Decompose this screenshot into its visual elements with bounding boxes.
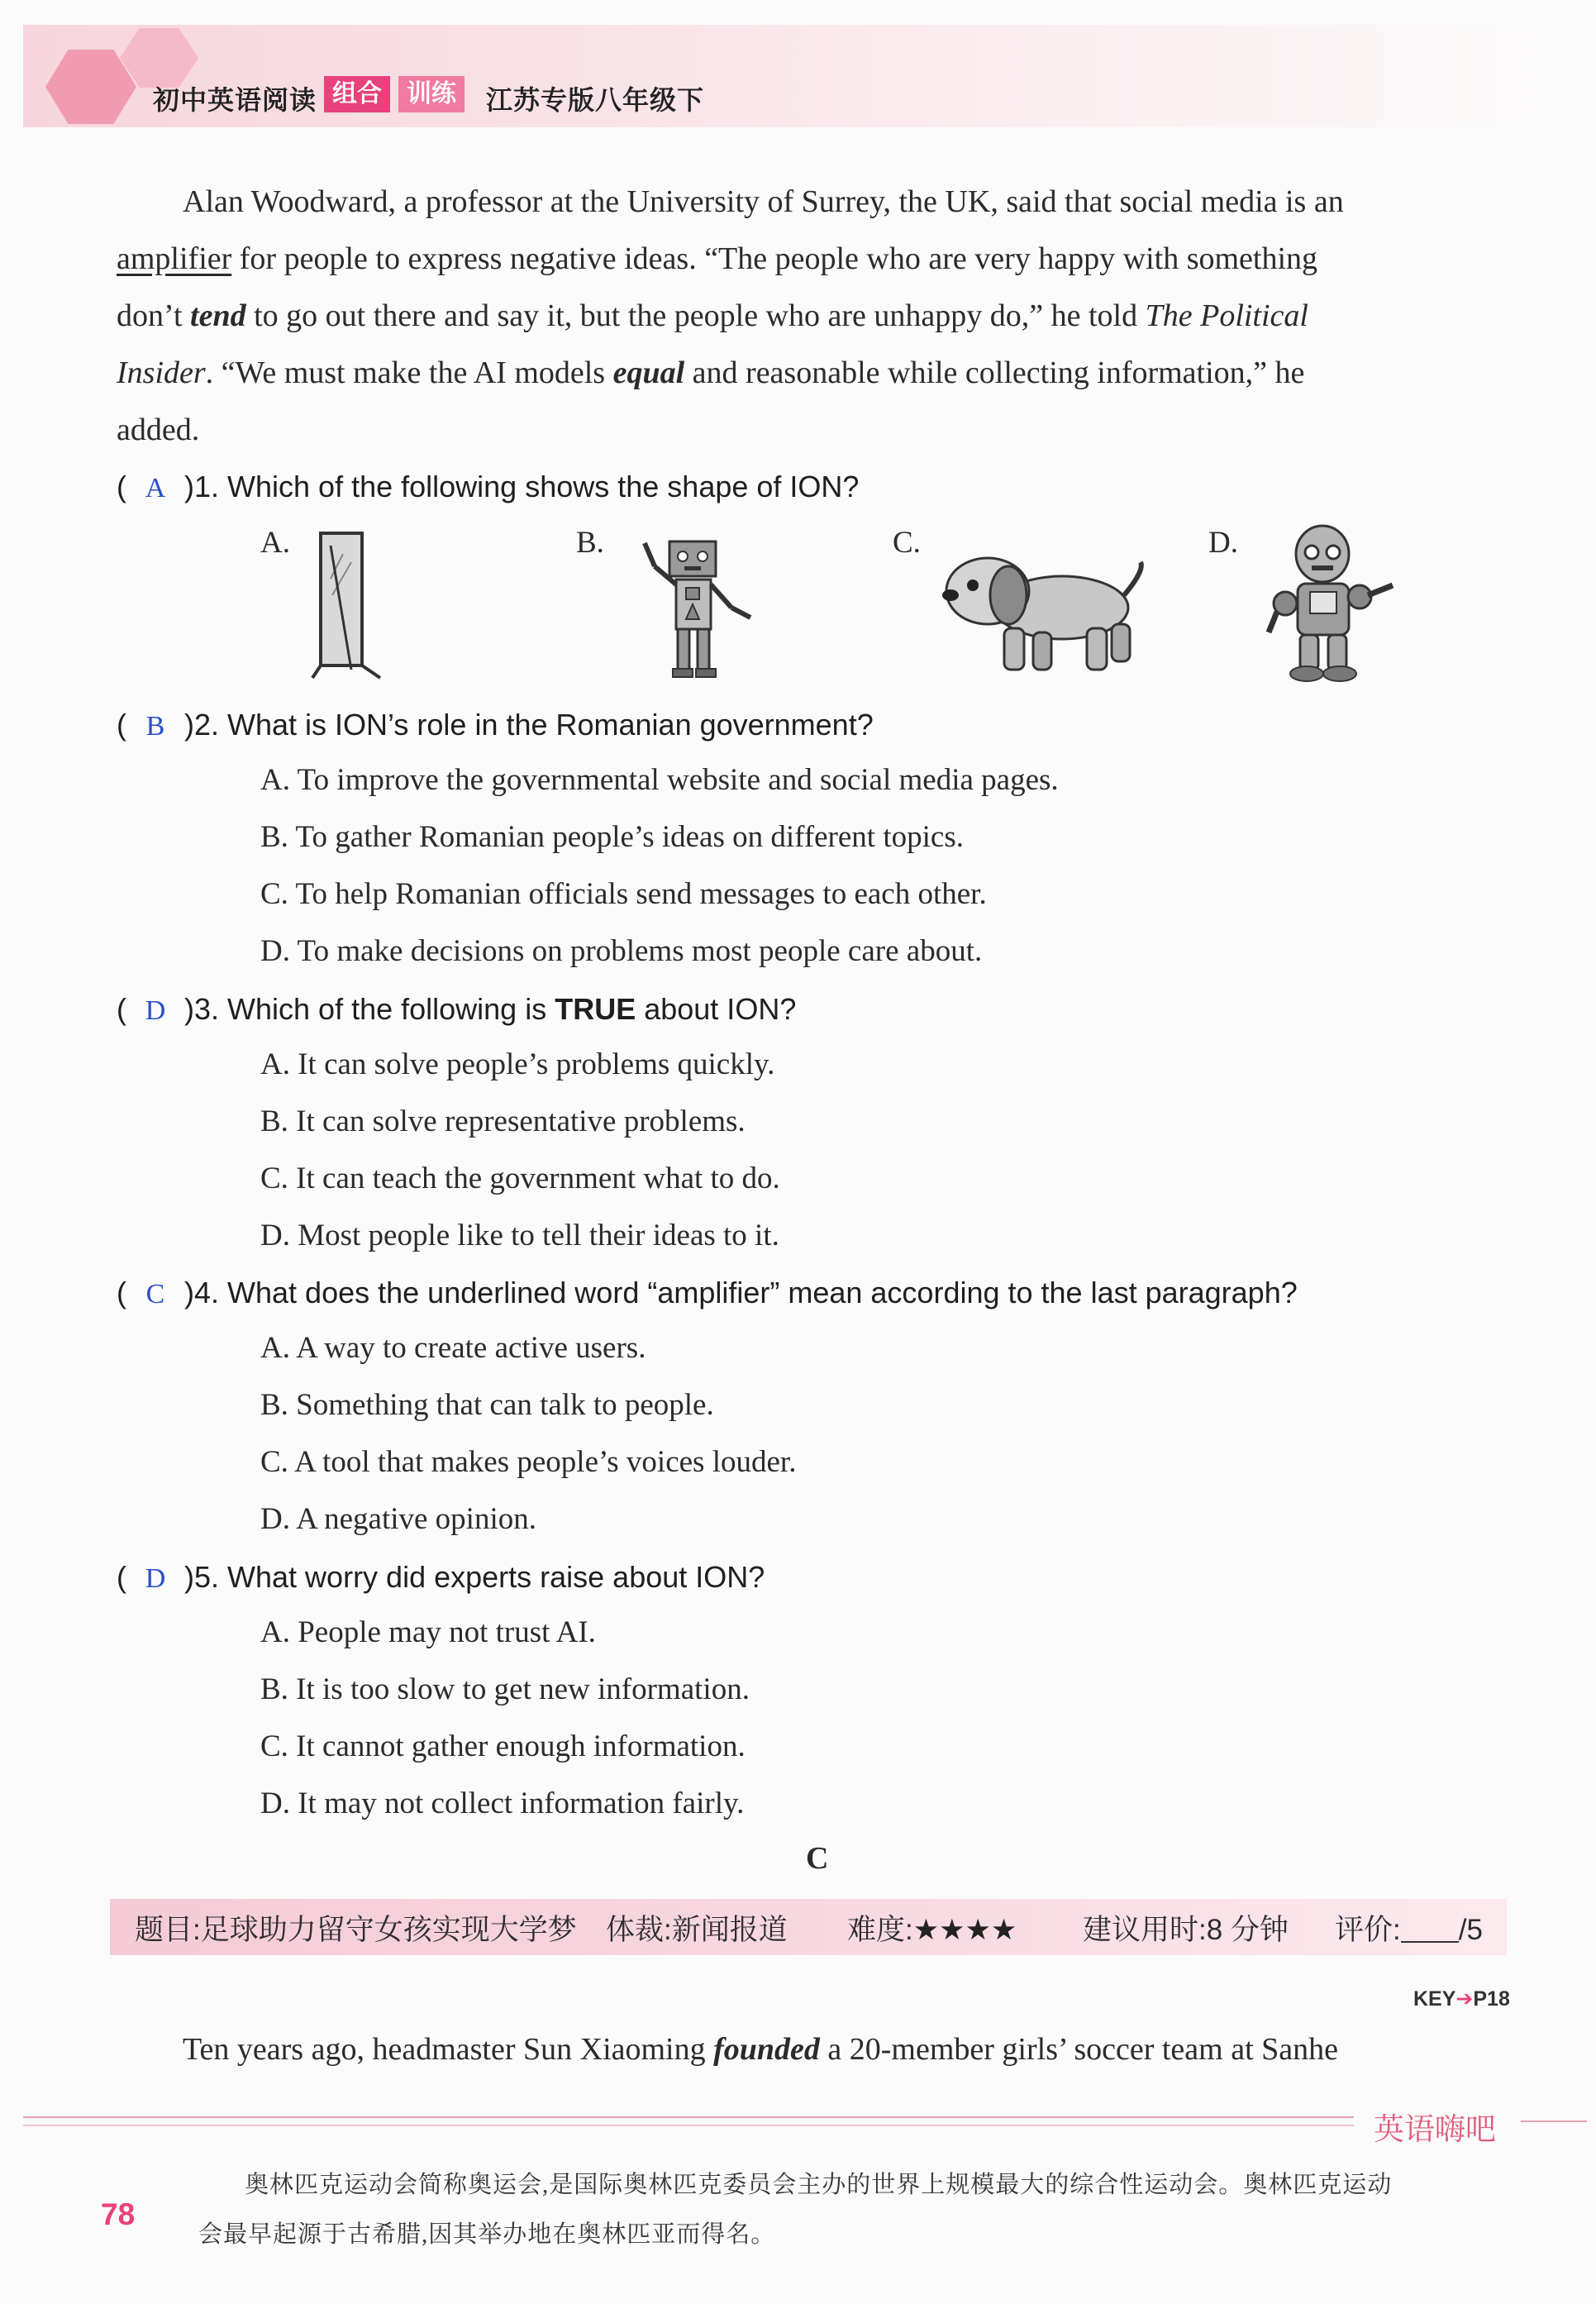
q4-option-c: C. A tool that makes people’s voices louder. <box>260 1445 797 1479</box>
passage-line: Alan Woodward, a professor at the University of Surrey, the UK, said that social media is an <box>183 184 1344 219</box>
footer-note-line: 会最早起源于古希腊,因其举办地在奥林匹亚而得名。 <box>198 2221 776 2248</box>
question-number: )5. <box>184 1560 220 1594</box>
arrow-icon: ➔ <box>1455 1987 1474 2011</box>
book-title: 初中英语阅读 <box>153 85 317 115</box>
source-name: The Political <box>1145 298 1308 333</box>
footer-note-line: 奥林匹克运动会简称奥运会,是国际奥林匹克委员会主办的世界上规模最大的综合性运动会。奥林匹克运动 <box>245 2172 1393 2198</box>
question-stem: Which of the following is <box>227 992 555 1026</box>
question-stem: about ION? <box>636 992 797 1026</box>
passage-text: to go out there and say it, but the people who are unhappy do,” he told <box>245 298 1146 333</box>
answer-4: C <box>145 1279 165 1309</box>
q5-option-b: B. It is too slow to get new information. <box>260 1672 750 1706</box>
question-stem: Which of the following shows the shape of ION? <box>227 470 860 503</box>
tag-xunlian: 训练 <box>398 76 465 112</box>
passage-line: added. <box>117 413 200 447</box>
question-5 <box>117 1560 765 1595</box>
source-name: Insider <box>117 355 206 390</box>
passage-text: a 20-member girls’ soccer team at Sanhe <box>819 2032 1338 2067</box>
question-number: )1. <box>184 470 220 503</box>
passage-text: . “We must make the AI models <box>205 355 613 390</box>
section-c-passage <box>117 2021 1526 2078</box>
option-label-c: C. <box>893 526 921 560</box>
answer-3: D <box>145 995 166 1026</box>
key-label: KEY <box>1413 1987 1456 2011</box>
boxy-robot-icon <box>620 533 769 686</box>
option-label-d: D. <box>1208 526 1238 560</box>
passage-text: and reasonable while collecting information,” he <box>684 355 1305 390</box>
question-stem: What is ION’s role in the Romanian government? <box>227 708 874 742</box>
passage-line <box>117 288 1526 345</box>
robot-dog-icon <box>938 546 1153 682</box>
difficulty-label: 难度: <box>847 1914 913 1946</box>
info-time: 建议用时:8 分钟 <box>1083 1914 1289 1946</box>
paren-open: ( <box>117 708 126 742</box>
info-topic: 题目:足球助力留守女孩实现大学梦 <box>135 1914 577 1946</box>
rating-blank[interactable] <box>1401 1918 1459 1943</box>
footer-line <box>23 2125 1354 2126</box>
footer-line <box>1521 2120 1587 2122</box>
q3-option-b: B. It can solve representative problems. <box>260 1104 746 1138</box>
q4-option-a: A. A way to create active users. <box>260 1331 646 1365</box>
section-letter: C <box>806 1841 829 1876</box>
paren-open: ( <box>117 992 126 1026</box>
paren-open: ( <box>117 470 126 503</box>
question-number: )3. <box>184 992 220 1026</box>
passage-line <box>117 2021 1526 2078</box>
option-label-b: B. <box>576 526 604 560</box>
q4-option-d: D. A negative opinion. <box>260 1502 536 1536</box>
info-genre: 体裁:新闻报道 <box>606 1914 788 1946</box>
passage <box>117 174 1526 459</box>
underlined-word-amplifier: amplifier <box>117 241 232 276</box>
q2-option-b: B. To gather Romanian people’s ideas on different topics. <box>260 820 964 854</box>
question-number: )4. <box>184 1276 220 1309</box>
edition-label: 江苏专版八年级下 <box>486 85 705 115</box>
answer-1: A <box>145 473 166 503</box>
q2-option-c: C. To help Romanian officials send messages to each other. <box>260 877 987 911</box>
question-stem: What does the underlined word “amplifier” mean according to the last paragraph? <box>227 1276 1298 1309</box>
q5-option-c: C. It cannot gather enough information. <box>260 1729 746 1763</box>
q3-option-d: D. Most people like to tell their ideas to it. <box>260 1219 779 1252</box>
q5-option-a: A. People may not trust AI. <box>260 1615 596 1649</box>
paren-open: ( <box>117 1560 126 1594</box>
q4-option-b: B. Something that can talk to people. <box>260 1388 714 1422</box>
q3-option-a: A. It can solve people’s problems quickly. <box>260 1047 775 1081</box>
question-stem: What worry did experts raise about ION? <box>227 1560 765 1594</box>
paren-open: ( <box>117 1276 126 1309</box>
question-3 <box>117 992 796 1027</box>
mirror-icon <box>306 529 397 682</box>
passage-text: for people to express negative ideas. “The people who are very happy with something <box>231 241 1318 276</box>
question-2 <box>117 708 874 742</box>
info-rating <box>1335 1907 1483 1949</box>
footer-brand: 英语嗨吧 <box>1374 2112 1496 2146</box>
rating-total: /5 <box>1458 1914 1483 1946</box>
question-4 <box>117 1276 1298 1310</box>
answer-2: B <box>145 711 165 742</box>
bold-word-founded: founded <box>713 2032 820 2067</box>
q5-option-d: D. It may not collect information fairly. <box>260 1786 745 1820</box>
passage-text: Ten years ago, headmaster Sun Xiaoming <box>183 2032 714 2067</box>
tag-zuhe: 组合 <box>324 76 390 112</box>
footer-line <box>23 2116 1354 2118</box>
difficulty-stars: ★★★★ <box>912 1914 1017 1946</box>
q2-option-d: D. To make decisions on problems most people care about. <box>260 934 983 968</box>
humanoid-robot-icon <box>1252 521 1401 686</box>
passage-line <box>117 231 1526 288</box>
q3-option-c: C. It can teach the government what to do. <box>260 1162 780 1195</box>
key-page: P18 <box>1473 1987 1510 2011</box>
passage-text: don’t <box>117 298 191 333</box>
answer-5: D <box>145 1563 166 1594</box>
page-number: 78 <box>101 2197 136 2231</box>
bold-word-tend: tend <box>190 298 246 333</box>
question-1 <box>117 470 859 504</box>
answer-key-ref <box>1413 1987 1510 2011</box>
question-number: )2. <box>184 708 220 742</box>
passage-line <box>117 345 1526 402</box>
rating-label: 评价: <box>1335 1914 1401 1946</box>
q2-option-a: A. To improve the governmental website and social media pages. <box>260 763 1059 797</box>
bold-word-equal: equal <box>612 355 685 390</box>
question-stem-bold: TRUE <box>555 992 636 1026</box>
info-difficulty <box>847 1907 1017 1949</box>
option-label-a: A. <box>260 526 290 560</box>
